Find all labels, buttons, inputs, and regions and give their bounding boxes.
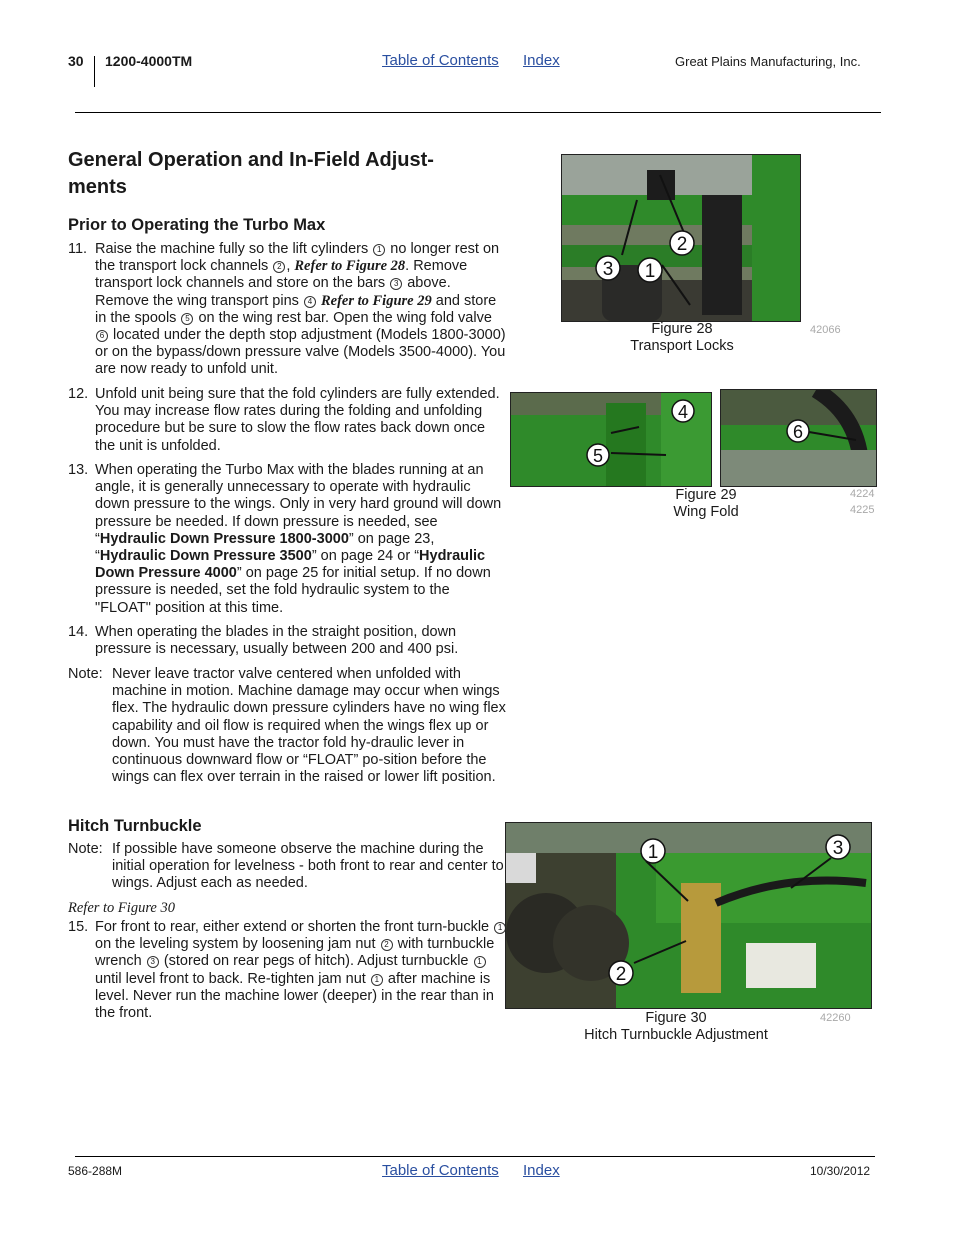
callout-2: 2: [676, 234, 688, 255]
callout-2: 2: [381, 939, 393, 951]
header-divider: [94, 56, 95, 87]
figure-29-photo-left: [510, 392, 712, 487]
figure-29-label: Figure 29: [675, 487, 737, 503]
text-run: above. Remove the wing transport pins: [95, 275, 451, 309]
cross-reference-link[interactable]: Hydraulic Down Pressure 4000: [95, 548, 486, 582]
figure-30-id: 42260: [820, 1012, 851, 1024]
callout-4: 4: [304, 296, 316, 308]
step-14: [68, 624, 508, 658]
note-label: Note:: [68, 666, 103, 682]
text-run: ” on page 25 for initial setup. If no down pressure is needed, set the fold hydraulic system to the "FLOAT" position at this time.: [95, 565, 491, 616]
text-run: When operating the Turbo Max with the blades running at an angle, it is generally unnecessary to operate with hydraulic down pressure to the wings. Only in very hard ground will down pressure be needed. If down pressure is needed, see “: [95, 462, 502, 547]
text-run: until level front to back. Re-tighten jam nut: [95, 970, 366, 987]
figure-29-title: Wing Fold: [673, 504, 739, 520]
publication-date: 10/30/2012: [810, 1164, 871, 1178]
step-number: 15.: [68, 919, 89, 935]
figure-29-id-b: 4225: [850, 504, 875, 516]
subsection-title: [68, 216, 325, 235]
step-12: [68, 386, 508, 455]
hitch-title: [68, 817, 202, 836]
model-number: 1200-4000TM: [105, 53, 193, 69]
text-run: on the wing rest bar. Open the wing fold valve: [198, 309, 492, 326]
figure-reference-link[interactable]: Refer to Figure 28: [294, 258, 406, 275]
subsection-title-text: Prior to Operating the Turbo Max: [68, 216, 326, 234]
figure-30-caption: [556, 1010, 796, 1044]
header-toc-link[interactable]: Table of Contents: [382, 52, 499, 69]
callout-1: 1: [373, 244, 385, 256]
section-title: [68, 147, 508, 201]
text-run: ” on page 23, “: [95, 530, 435, 565]
step-number: 11.: [68, 241, 88, 257]
text-run: on the leveling system by loosening jam nut: [95, 936, 376, 953]
step-13: [68, 462, 508, 617]
figure-29-photo-right: [720, 389, 877, 487]
company-name: Great Plains Manufacturing, Inc.: [675, 54, 861, 69]
text-run: with turnbuckle wrench: [95, 936, 495, 970]
step-15: [68, 919, 508, 1022]
note-text: Never leave tractor valve centered when unfolded with machine in motion. Machine damage may occur when wings flex. The hydraulic down pressure cylinders have no wing flex capability and oil flow is required when the wings flex up or down. You must have the tractor fold hy-draulic lever in continuous downward flow or “FLOAT” po-sition before the wings can flex over terrain in the raised or lower lift position.: [112, 666, 506, 786]
step-text: When operating the blades in the straight position, down pressure is necessary, usually between 200 and 400 psi.: [95, 624, 459, 658]
transport-locks-illustration: [562, 155, 800, 321]
text-run: and store in the spools: [95, 292, 497, 326]
section-title-line1: General Operation and In-Field Adjust-: [68, 149, 434, 171]
figure-30-title: Hitch Turnbuckle Adjustment: [584, 1027, 768, 1043]
step-text: [95, 919, 508, 1022]
wing-fold-valve-illustration: [721, 390, 876, 486]
step-number: 14.: [68, 624, 89, 640]
callout-1: 1: [644, 261, 656, 282]
wing-fold-pins-illustration: [511, 393, 711, 486]
note-levelness: [68, 841, 508, 893]
text-run: no longer rest on the transport lock channels: [95, 241, 500, 275]
step-text: [95, 462, 508, 617]
text-run: ,: [286, 258, 291, 275]
callout-1: 1: [474, 956, 486, 968]
step-text: [95, 241, 508, 379]
hitch-turnbuckle-illustration: [506, 823, 871, 1008]
note-text: If possible have someone observe the machine during the initial operation for levelness - both front to rear and center to wings. Adjust each as needed.: [112, 841, 504, 892]
figure-28-caption: [600, 321, 764, 355]
callout-1: 1: [494, 922, 506, 934]
hitch-title-text: Hitch Turnbuckle: [68, 817, 202, 835]
cross-reference-link[interactable]: Hydraulic Down Pressure 1800-3000: [99, 530, 349, 547]
step-11: [68, 241, 508, 379]
section-title-line2: ments: [68, 176, 127, 198]
callout-4: 4: [677, 402, 689, 422]
text-run: after machine is level. Never run the machine lower (deeper) in the rear than in the front.: [95, 970, 494, 1022]
callout-2: 2: [615, 964, 627, 985]
figure-reference-link[interactable]: Refer to Figure 29: [320, 292, 432, 309]
callout-3: 3: [390, 278, 402, 290]
figure-28-id: 42066: [810, 324, 841, 336]
text-run: ” on page 24 or “: [311, 548, 420, 565]
callout-5: 5: [181, 313, 193, 325]
callout-1: 1: [647, 842, 659, 863]
header-index-link[interactable]: Index: [523, 52, 560, 69]
footer-rule: [75, 1156, 875, 1157]
callout-5: 5: [592, 446, 604, 466]
text-run: For front to rear, either extend or shorten the front turn-buckle: [95, 919, 490, 935]
text-run: located under the depth stop adjustment (Models 1800-3000) or on the bypass/down pressure valve (Models 3500-4000). You are now ready to unfold unit.: [95, 327, 506, 378]
note-tractor-valve: [68, 666, 508, 786]
footer-index-link[interactable]: Index: [523, 1162, 560, 1179]
figure-30-photo: [505, 822, 872, 1009]
callout-1: 1: [371, 974, 383, 986]
cross-reference-link[interactable]: Hydraulic Down Pressure 3500: [99, 548, 312, 565]
callout-3: 3: [602, 259, 614, 280]
header-rule: [75, 112, 881, 113]
figure-28-photo: [561, 154, 801, 322]
callout-3: 3: [147, 956, 159, 968]
figure-29-caption: [626, 487, 786, 521]
figure-29-id-a: 4224: [850, 488, 875, 500]
figure-28-label: Figure 28: [651, 321, 713, 337]
page-number: 30: [68, 53, 84, 69]
text-run: . Remove transport lock channels and store on the bars: [95, 258, 468, 292]
text-run: (stored on rear pegs of hitch). Adjust turnbuckle: [163, 953, 469, 970]
text-run: Raise the machine fully so the lift cylinders: [95, 241, 369, 257]
figure-28-title: Transport Locks: [630, 338, 734, 354]
step-text: Unfold unit being sure that the fold cylinders are fully extended. You may increase flow rates during the folding and unfolding procedure but be sure to slow the flow rates back down once the unit is unfolded.: [95, 386, 500, 454]
refer-figure-30-link[interactable]: Refer to Figure 30: [68, 900, 175, 916]
callout-3: 3: [832, 838, 844, 859]
note-label: Note:: [68, 841, 103, 857]
step-number: 13.: [68, 462, 89, 478]
figure-30-label: Figure 30: [645, 1010, 707, 1026]
footer-toc-link[interactable]: Table of Contents: [382, 1162, 499, 1179]
callout-6: 6: [792, 422, 804, 442]
step-number: 12.: [68, 386, 89, 402]
callout-2: 2: [273, 261, 285, 273]
callout-6: 6: [96, 330, 108, 342]
document-number: 586-288M: [68, 1164, 123, 1178]
